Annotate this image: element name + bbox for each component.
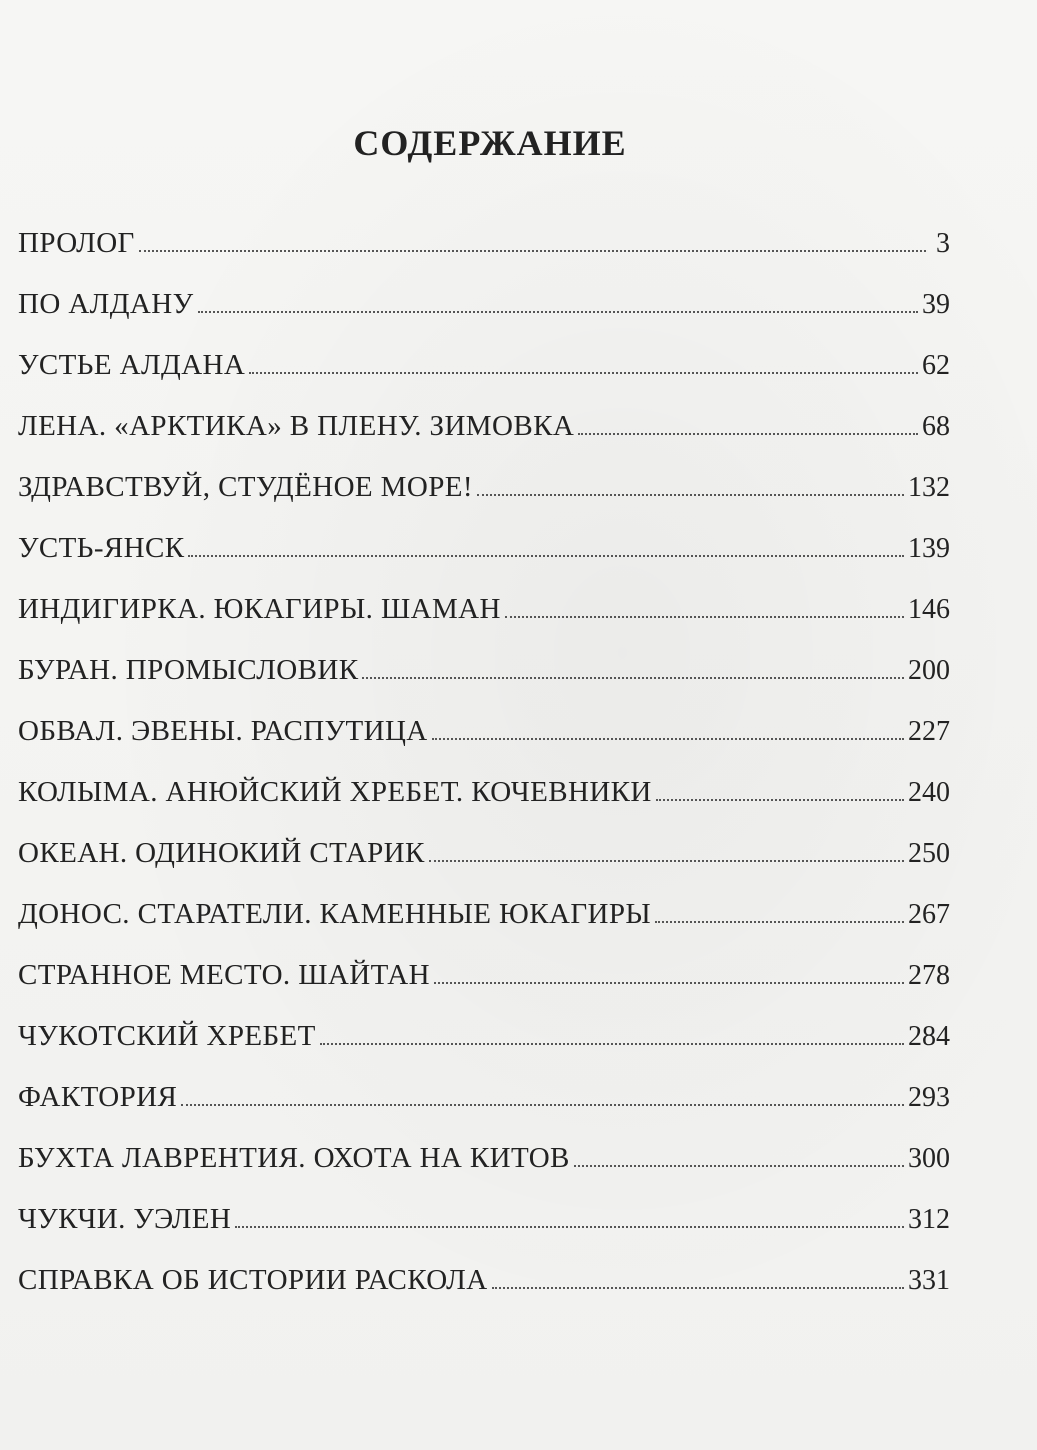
table-of-contents	[18, 223, 950, 1321]
toc-entry-page: 240	[908, 777, 950, 808]
dot-leader	[432, 738, 904, 740]
toc-entry	[18, 955, 950, 1016]
toc-entry-label: БУРАН. ПРОМЫСЛОВИК	[18, 654, 359, 686]
toc-entry	[18, 772, 950, 833]
toc-entry	[18, 589, 950, 650]
toc-entry-label: СПРАВКА ОБ ИСТОРИИ РАСКОЛА	[18, 1264, 488, 1296]
toc-entry-label: ЧУКЧИ. УЭЛЕН	[18, 1203, 232, 1235]
toc-entry-page: 250	[908, 838, 950, 869]
dot-leader	[574, 1165, 904, 1167]
toc-entry	[18, 345, 950, 406]
dot-leader	[198, 311, 918, 313]
toc-entry-page: 3	[936, 228, 950, 259]
toc-entry	[18, 711, 950, 772]
toc-entry-label: ОКЕАН. ОДИНОКИЙ СТАРИК	[18, 837, 425, 869]
dot-leader	[505, 616, 904, 618]
toc-entry-page: 62	[922, 350, 950, 381]
dot-leader	[188, 555, 904, 557]
dot-leader	[477, 494, 904, 496]
dot-leader	[139, 250, 926, 252]
toc-entry-label: ПО АЛДАНУ	[18, 288, 194, 320]
toc-entry	[18, 467, 950, 528]
dot-leader	[235, 1226, 904, 1228]
toc-entry-label: ДОНОС. СТАРАТЕЛИ. КАМЕННЫЕ ЮКАГИРЫ	[18, 898, 652, 930]
toc-entry-label: ПРОЛОГ	[18, 227, 135, 259]
toc-entry	[18, 284, 950, 345]
toc-entry-label: КОЛЫМА. АНЮЙСКИЙ ХРЕБЕТ. КОЧЕВНИКИ	[18, 776, 652, 808]
toc-entry-prologue	[18, 223, 950, 284]
dot-leader	[655, 921, 904, 923]
toc-entry-label: БУХТА ЛАВРЕНТИЯ. ОХОТА НА КИТОВ	[18, 1142, 570, 1174]
toc-entry-page: 267	[908, 899, 950, 930]
dot-leader	[429, 860, 904, 862]
toc-entry-page: 284	[908, 1021, 950, 1052]
dot-leader	[249, 372, 918, 374]
toc-entry-page: 68	[922, 411, 950, 442]
toc-entry-page: 39	[922, 289, 950, 320]
toc-entry-page: 300	[908, 1143, 950, 1174]
toc-entry-page: 278	[908, 960, 950, 991]
toc-entry-label: ОБВАЛ. ЭВЕНЫ. РАСПУТИЦА	[18, 715, 428, 747]
toc-entry	[18, 528, 950, 589]
dot-leader	[492, 1287, 904, 1289]
toc-entry-label: УСТЬЕ АЛДАНА	[18, 349, 246, 381]
toc-entry-page: 312	[908, 1204, 950, 1235]
toc-entry	[18, 1077, 950, 1138]
dot-leader	[362, 677, 904, 679]
toc-entry	[18, 1016, 950, 1077]
toc-entry	[18, 894, 950, 955]
dot-leader	[320, 1043, 904, 1045]
toc-entry-page: 146	[908, 594, 950, 625]
toc-entry-page: 200	[908, 655, 950, 686]
dot-leader	[434, 982, 904, 984]
toc-entry-page: 227	[908, 716, 950, 747]
toc-entry-label: ЛЕНА. «АРКТИКА» В ПЛЕНУ. ЗИМОВКА	[18, 410, 575, 442]
dot-leader	[578, 433, 918, 435]
toc-entry	[18, 833, 950, 894]
toc-entry	[18, 650, 950, 711]
page-title: СОДЕРЖАНИЕ	[353, 123, 627, 163]
toc-entry-label: ФАКТОРИЯ	[18, 1081, 178, 1113]
toc-entry-label: УСТЬ-ЯНСК	[18, 532, 185, 564]
toc-entry-label: ИНДИГИРКА. ЮКАГИРЫ. ШАМАН	[18, 593, 501, 625]
toc-entry	[18, 406, 950, 467]
dot-leader	[656, 799, 904, 801]
toc-entry-page: 293	[908, 1082, 950, 1113]
toc-entry-page: 139	[908, 533, 950, 564]
toc-entry-label: СТРАННОЕ МЕСТО. ШАЙТАН	[18, 959, 430, 991]
toc-entry-label: ЗДРАВСТВУЙ, СТУДЁНОЕ МОРЕ!	[18, 471, 473, 503]
toc-entry	[18, 1260, 950, 1321]
toc-entry	[18, 1199, 950, 1260]
toc-entry-page: 132	[908, 472, 950, 503]
toc-entry-page: 331	[908, 1265, 950, 1296]
toc-entry	[18, 1138, 950, 1199]
dot-leader	[181, 1104, 904, 1106]
toc-entry-label: ЧУКОТСКИЙ ХРЕБЕТ	[18, 1020, 316, 1052]
